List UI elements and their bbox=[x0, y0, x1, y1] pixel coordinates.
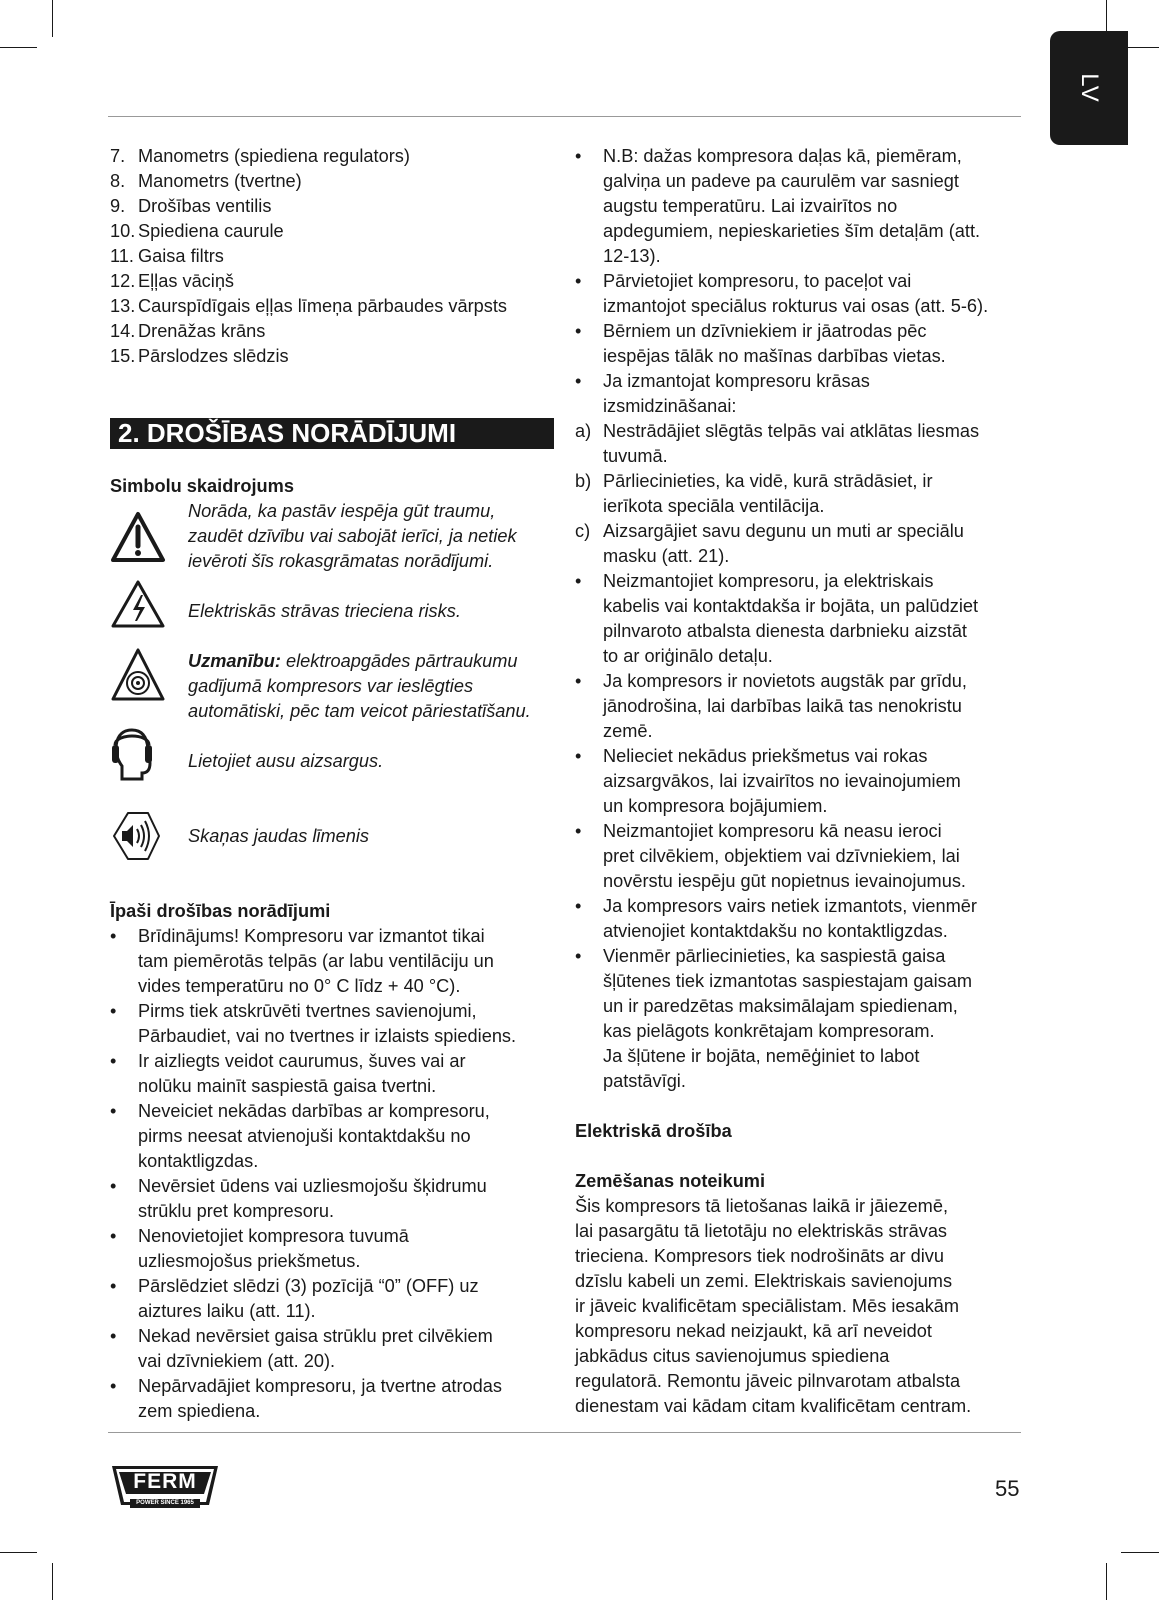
list-marker: • bbox=[575, 146, 582, 166]
list-marker: • bbox=[110, 1001, 117, 1021]
list-item bbox=[575, 819, 1025, 894]
list-item-line: atvienojiet kontaktdakšu no kontaktligzdas. bbox=[603, 921, 948, 941]
list-item-line: vides temperatūru no 0° C līdz + 40 °C). bbox=[138, 976, 461, 996]
parts-list-item bbox=[110, 219, 560, 244]
symbol-text-ear-protection bbox=[188, 749, 560, 774]
list-item-line: pret cilvēkiem, objektiem vai dzīvniekiem, lai bbox=[603, 846, 960, 866]
auto-restart-warning-icon bbox=[110, 647, 166, 703]
crop-mark bbox=[1106, 1563, 1107, 1600]
list-item-line: patstāvīgi. bbox=[603, 1071, 686, 1091]
list-item-line: Ja izmantojat kompresoru krāsas bbox=[603, 371, 870, 391]
list-item-line: Ja kompresors vairs netiek izmantots, vienmēr bbox=[603, 896, 977, 916]
parts-list-number: 8. bbox=[110, 171, 126, 191]
grounding-paragraph bbox=[575, 1194, 1025, 1419]
section-title: 2. DROŠĪBAS NORĀDĪJUMI bbox=[118, 418, 457, 448]
left-column bbox=[110, 144, 560, 1424]
list-item-line: jānodrošina, lai darbības laikā tas nenokristu bbox=[603, 696, 962, 716]
warning-triangle-icon bbox=[110, 511, 166, 563]
parts-list-number: 9. bbox=[110, 196, 126, 216]
parts-list-text: Drošības ventilis bbox=[138, 196, 272, 216]
list-item bbox=[110, 1274, 560, 1324]
list-item-line: Neizmantojiet kompresoru, ja elektriskais bbox=[603, 571, 934, 591]
parts-list-item bbox=[110, 269, 560, 294]
parts-list-item bbox=[110, 319, 560, 344]
list-item-line: Brīdinājums! Kompresoru var izmantot tikai bbox=[138, 926, 485, 946]
electrical-safety-heading: Elektriskā drošība bbox=[575, 1121, 732, 1141]
list-item-line: zem spiediena. bbox=[138, 1401, 261, 1421]
list-marker: • bbox=[110, 926, 117, 946]
list-item-line: Pārbaudiet, vai no tvertnes ir izlaists spiediens. bbox=[138, 1026, 517, 1046]
symbol-row-ear-protection bbox=[110, 749, 560, 774]
list-item-line: masku (att. 21). bbox=[603, 546, 730, 566]
parts-list bbox=[110, 144, 560, 369]
list-item bbox=[575, 369, 1025, 419]
symbol-text-warning bbox=[188, 499, 560, 574]
list-item-line: N.B: dažas kompresora daļas kā, piemēram, bbox=[603, 146, 962, 166]
list-item-line: Neizmantojiet kompresoru kā neasu ieroci bbox=[603, 821, 942, 841]
parts-list-text: Manometrs (tvertne) bbox=[138, 171, 302, 191]
list-marker: • bbox=[110, 1051, 117, 1071]
list-marker: b) bbox=[575, 471, 592, 491]
crop-mark bbox=[52, 1563, 53, 1600]
symbols-heading: Simbolu skaidrojums bbox=[110, 476, 294, 496]
symbol-text-auto-restart bbox=[188, 649, 560, 724]
list-item-line: aizsargvākos, lai izvairītos no ievainojumiem bbox=[603, 771, 961, 791]
language-tab bbox=[1050, 31, 1128, 145]
grounding-line: ir jāveic kvalificētam speciālistam. Mēs iesakām bbox=[575, 1296, 960, 1316]
symbol-text-line: Lietojiet ausu aizsargus. bbox=[188, 751, 384, 771]
list-item-line: novērstu iespēju gūt nopietnus ievainojumus. bbox=[603, 871, 966, 891]
list-item-line: tuvumā. bbox=[603, 446, 668, 466]
parts-list-number: 7. bbox=[110, 146, 126, 166]
list-item-line: Neveiciet nekādas darbības ar kompresoru, bbox=[138, 1101, 490, 1121]
parts-list-number: 13. bbox=[110, 296, 136, 316]
parts-list-item bbox=[110, 344, 560, 369]
list-item-line: tam piemērotās telpās (ar labu ventilāciju un bbox=[138, 951, 494, 971]
list-item-line: Bērniem un dzīvniekiem ir jāatrodas pēc bbox=[603, 321, 927, 341]
symbol-text-line: Skaņas jaudas līmenis bbox=[188, 826, 369, 846]
parts-list-number: 11. bbox=[110, 246, 134, 266]
list-item bbox=[110, 999, 560, 1049]
grounding-line: dzīslu kabeli un zemi. Elektriskais savienojums bbox=[575, 1271, 953, 1291]
grounding-line: trieciena. Kompresors tiek nodrošināts ar divu bbox=[575, 1246, 944, 1266]
grounding-line: lai pasargātu tā lietotāju no elektriskās strāvas bbox=[575, 1221, 948, 1241]
parts-list-number: 10. bbox=[110, 221, 136, 241]
footer-rule bbox=[108, 1432, 1021, 1433]
symbol-row-warning bbox=[110, 499, 560, 574]
list-item-line: Nestrādājiet slēgtās telpās vai atklātas liesmas bbox=[603, 421, 980, 441]
list-item-line: ierīkota speciāla ventilācija. bbox=[603, 496, 825, 516]
list-item-line: Pārvietojiet kompresoru, to paceļot vai bbox=[603, 271, 912, 291]
symbol-bold-lead: Uzmanību: bbox=[188, 651, 281, 671]
list-item-line: Nevērsiet ūdens vai uzliesmojošu šķidrumu bbox=[138, 1176, 487, 1196]
parts-list-number: 14. bbox=[110, 321, 136, 341]
header-rule bbox=[108, 116, 1021, 117]
list-item-line: zemē. bbox=[603, 721, 653, 741]
list-item-line: to ar oriģinālo detaļu. bbox=[603, 646, 773, 666]
list-item bbox=[110, 1224, 560, 1274]
list-item bbox=[575, 519, 1025, 569]
list-item-line: nolūku mainīt saspiestā gaisa tvertni. bbox=[138, 1076, 437, 1096]
list-item bbox=[575, 144, 1025, 269]
list-item bbox=[575, 744, 1025, 819]
list-item bbox=[575, 569, 1025, 669]
list-item-line: kontaktligzdas. bbox=[138, 1151, 259, 1171]
list-item-line: Pārslēdziet slēdzi (3) pozīcijā “0” (OFF) uz bbox=[138, 1276, 479, 1296]
list-item-line: augstu temperatūru. Lai izvairītos no bbox=[603, 196, 898, 216]
list-item-line: un kompresora bojājumiem. bbox=[603, 796, 828, 816]
list-item-line: strūklu pret kompresoru. bbox=[138, 1201, 335, 1221]
special-safety-list bbox=[110, 924, 560, 1424]
symbol-row-auto-restart bbox=[110, 649, 560, 724]
symbol-text-line: Norāda, ka pastāv iespēja gūt traumu, bbox=[188, 501, 496, 521]
list-item-line: izmantojot speciālus rokturus vai osas (att. 5-6). bbox=[603, 296, 989, 316]
list-item-line: Ja šļūtene ir bojāta, nemēģiniet to labot bbox=[603, 1046, 920, 1066]
list-item-line: 12-13). bbox=[603, 246, 661, 266]
list-item-line: Vienmēr pārliecinieties, ka saspiestā gaisa bbox=[603, 946, 946, 966]
grounding-line: jabkādus citus savienojumus spiediena bbox=[575, 1346, 890, 1366]
list-item-line: Aizsargājiet savu degunu un muti ar speciālu bbox=[603, 521, 964, 541]
safety-list-continued bbox=[575, 144, 1025, 1094]
list-item-line: vai dzīvniekiem (att. 20). bbox=[138, 1351, 336, 1371]
list-item bbox=[110, 1099, 560, 1174]
grounding-line: kompresoru nekad neizjaukt, kā arī neveidot bbox=[575, 1321, 932, 1341]
grounding-line: Šis kompresors tā lietošanas laikā ir jāiezemē, bbox=[575, 1196, 948, 1216]
grounding-line: regulatorā. Remontu jāveic pilnvarotam atbalsta bbox=[575, 1371, 961, 1391]
parts-list-text: Manometrs (spiediena regulators) bbox=[138, 146, 410, 166]
symbol-row-sound-level bbox=[110, 824, 560, 849]
list-marker: • bbox=[575, 946, 582, 966]
symbol-text-line: ievēroti šīs rokasgrāmatas norādījumi. bbox=[188, 551, 494, 571]
list-item-line: pilnvaroto atbalsta dienesta darbnieku aizstāt bbox=[603, 621, 967, 641]
symbol-text-sound-level bbox=[188, 824, 560, 849]
list-item-line: Nelieciet nekādus priekšmetus vai rokas bbox=[603, 746, 928, 766]
list-item bbox=[575, 894, 1025, 944]
symbol-text-rest: elektroapgādes pārtraukumu bbox=[280, 651, 518, 671]
list-marker: • bbox=[575, 896, 582, 916]
list-item-line: Ja kompresors ir novietots augstāk par grīdu, bbox=[603, 671, 967, 691]
list-item-line: pirms neesat atvienojuši kontaktdakšu no bbox=[138, 1126, 471, 1146]
list-item bbox=[575, 419, 1025, 469]
list-item bbox=[110, 924, 560, 999]
list-item-line: uzliesmojošus priekšmetus. bbox=[138, 1251, 361, 1271]
list-item-line: Nepārvadājiet kompresoru, ja tvertne atrodas bbox=[138, 1376, 502, 1396]
right-column bbox=[575, 144, 1025, 1419]
list-item-line: aiztures laiku (att. 11). bbox=[138, 1301, 316, 1321]
list-marker: • bbox=[575, 671, 582, 691]
list-marker: • bbox=[575, 271, 582, 291]
parts-list-text: Drenāžas krāns bbox=[138, 321, 266, 341]
list-marker: • bbox=[575, 746, 582, 766]
list-item-line: un ir paredzētas maksimālajam spiedienam, bbox=[603, 996, 958, 1016]
list-item-line: Pārliecinieties, ka vidē, kurā strādāsiet, ir bbox=[603, 471, 933, 491]
list-item bbox=[575, 269, 1025, 319]
electric-shock-icon bbox=[110, 579, 166, 629]
parts-list-item bbox=[110, 144, 560, 169]
section-title-bar bbox=[110, 418, 554, 449]
list-marker: c) bbox=[575, 521, 591, 541]
symbol-text-line: automātiski, pēc tam veicot pāriestatīšanu. bbox=[188, 701, 531, 721]
list-item-line: galviņa un padeve pa caurulēm var sasniegt bbox=[603, 171, 959, 191]
list-item-line: Pirms tiek atskrūvēti tvertnes savienojumi, bbox=[138, 1001, 477, 1021]
symbol-text-line bbox=[188, 649, 560, 674]
list-item bbox=[575, 669, 1025, 744]
parts-list-item bbox=[110, 294, 560, 319]
list-item-line: izsmidzināšanai: bbox=[603, 396, 737, 416]
list-item-line: kas pielāgots konkrētajam kompresoram. bbox=[603, 1021, 935, 1041]
list-marker: a) bbox=[575, 421, 592, 441]
list-marker: • bbox=[110, 1176, 117, 1196]
language-tab-label: LV bbox=[1076, 73, 1103, 103]
crop-mark bbox=[1121, 1552, 1159, 1553]
symbol-text-line: zaudēt dzīvību vai sabojāt ierīci, ja netiek bbox=[188, 526, 517, 546]
parts-list-text: Eļļas vāciņš bbox=[138, 271, 235, 291]
crop-mark bbox=[0, 1552, 37, 1553]
list-item bbox=[110, 1324, 560, 1374]
list-marker: • bbox=[110, 1226, 117, 1246]
list-marker: • bbox=[110, 1276, 117, 1296]
ear-protection-icon bbox=[110, 727, 154, 785]
symbol-text-line: Elektriskās strāvas trieciena risks. bbox=[188, 601, 461, 621]
symbol-row-electric bbox=[110, 599, 560, 624]
parts-list-text: Spiediena caurule bbox=[138, 221, 284, 241]
parts-list-number: 15. bbox=[110, 346, 136, 366]
crop-mark bbox=[52, 0, 53, 37]
list-item bbox=[110, 1049, 560, 1099]
list-marker: • bbox=[110, 1101, 117, 1121]
list-item-line: šļūtenes tiek izmantotas saspiestajam gaisam bbox=[603, 971, 972, 991]
list-marker: • bbox=[110, 1376, 117, 1396]
list-marker: • bbox=[575, 321, 582, 341]
special-safety-heading: Īpaši drošības norādījumi bbox=[110, 901, 331, 921]
list-item-line: Nenovietojiet kompresora tuvumā bbox=[138, 1226, 409, 1246]
list-item-line: Nekad nevērsiet gaisa strūklu pret cilvēkiem bbox=[138, 1326, 493, 1346]
sound-level-icon bbox=[110, 810, 162, 862]
parts-list-number: 12. bbox=[110, 271, 136, 291]
list-item-line: apdegumiem, nepieskarieties šīm detaļām (att. bbox=[603, 221, 981, 241]
list-item bbox=[575, 319, 1025, 369]
page-number: 55 bbox=[995, 1476, 1020, 1501]
parts-list-item bbox=[110, 194, 560, 219]
grounding-heading: Zemēšanas noteikumi bbox=[575, 1171, 766, 1191]
symbol-text-electric bbox=[188, 599, 560, 624]
grounding-line: dienestam vai kādam citam kvalificētam centram. bbox=[575, 1396, 972, 1416]
list-item-line: iespējas tālāk no mašīnas darbības vietas. bbox=[603, 346, 946, 366]
parts-list-text: Gaisa filtrs bbox=[138, 246, 224, 266]
crop-mark bbox=[0, 47, 37, 48]
list-marker: • bbox=[575, 571, 582, 591]
list-item bbox=[575, 944, 1025, 1094]
list-item-line: kabelis vai kontaktdakša ir bojāta, un palūdziet bbox=[603, 596, 979, 616]
list-item-line: Ir aizliegts veidot caurumus, šuves vai ar bbox=[138, 1051, 466, 1071]
list-item bbox=[110, 1174, 560, 1224]
list-item bbox=[110, 1374, 560, 1424]
logo-brand: FERM bbox=[133, 1470, 197, 1493]
parts-list-text: Pārslodzes slēdzis bbox=[138, 346, 289, 366]
parts-list-item bbox=[110, 169, 560, 194]
list-marker: • bbox=[575, 371, 582, 391]
logo-tagline: POWER SINCE 1965 bbox=[136, 1500, 194, 1506]
parts-list-text: Caurspīdīgais eļļas līmeņa pārbaudes vārpsts bbox=[138, 296, 507, 316]
symbol-text-line: gadījumā kompresors var ieslēgties bbox=[188, 676, 474, 696]
list-marker: • bbox=[575, 821, 582, 841]
list-marker: • bbox=[110, 1326, 117, 1346]
list-item bbox=[575, 469, 1025, 519]
parts-list-item bbox=[110, 244, 560, 269]
